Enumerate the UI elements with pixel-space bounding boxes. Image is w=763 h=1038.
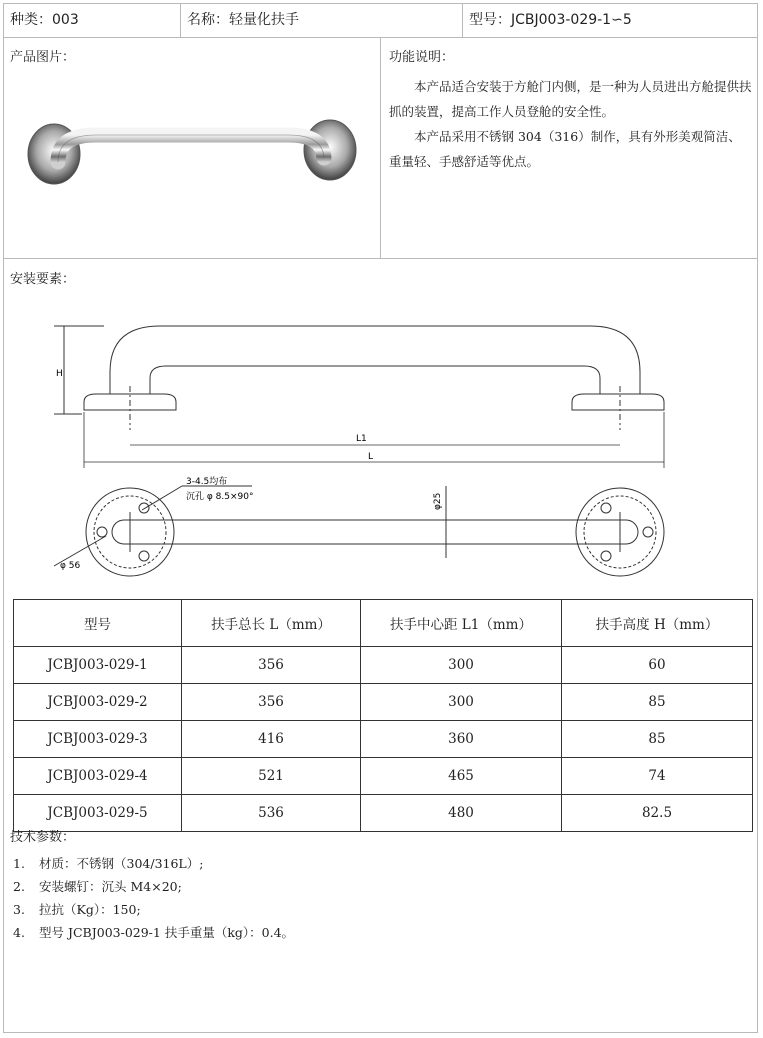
model-cell: 型号：JCBJ003-029-1∽5 <box>469 12 632 28</box>
photo-label: 产品图片： <box>10 50 76 65</box>
list-text: 型号 JCBJ003-029-1 扶手重量（kg）：0.4。 <box>39 925 295 940</box>
cell-center-distance: 465 <box>361 758 562 795</box>
table-row <box>14 758 753 795</box>
top-view <box>54 486 664 576</box>
cell-model: JCBJ003-029-4 <box>14 758 182 795</box>
side-view <box>54 326 664 430</box>
cell-total-length: 356 <box>182 647 361 684</box>
table-row <box>14 721 753 758</box>
cell-center-distance: 360 <box>361 721 562 758</box>
countersink-note: 沉孔 φ 8.5×90° <box>186 492 254 502</box>
list-number: 4. <box>13 925 25 940</box>
list-number: 2. <box>13 879 25 894</box>
l1-dimension-label: L1 <box>356 434 367 444</box>
table-header-row <box>14 600 753 647</box>
cell-model: JCBJ003-029-2 <box>14 684 182 721</box>
installation-drawing <box>34 290 694 590</box>
holes-note: 3-4.5均布 <box>186 477 228 487</box>
cell-height: 85 <box>562 721 753 758</box>
function-description <box>389 74 753 174</box>
install-label: 安装要素： <box>10 272 76 287</box>
table-row <box>14 647 753 684</box>
diameter-56-label: φ 56 <box>60 561 81 571</box>
divider <box>380 38 381 258</box>
cell-model: JCBJ003-029-3 <box>14 721 182 758</box>
cell-total-length: 536 <box>182 795 361 832</box>
cell-model: JCBJ003-029-5 <box>14 795 182 832</box>
l1-dimension <box>84 412 664 468</box>
table-row <box>14 795 753 832</box>
list-item <box>13 875 294 898</box>
product-name-cell: 名称：轻量化扶手 <box>187 12 299 28</box>
cell-height: 60 <box>562 647 753 684</box>
header-row <box>4 4 757 38</box>
header-model: 型号 <box>14 600 182 647</box>
list-text: 安装螺钉：沉头 M4×20; <box>39 879 182 894</box>
cell-center-distance: 300 <box>361 684 562 721</box>
header-center-distance: 扶手中心距 L1（mm） <box>361 600 562 647</box>
cell-total-length: 356 <box>182 684 361 721</box>
list-number: 1. <box>13 856 25 871</box>
cell-center-distance: 480 <box>361 795 562 832</box>
cell-total-length: 416 <box>182 721 361 758</box>
spec-table <box>13 599 753 832</box>
header-height: 扶手高度 H（mm） <box>562 600 753 647</box>
tech-params-label: 技术参数： <box>10 830 76 845</box>
list-item <box>13 921 294 944</box>
cell-center-distance: 300 <box>361 647 562 684</box>
cell-height: 82.5 <box>562 795 753 832</box>
header-total-length: 扶手总长 L（mm） <box>182 600 361 647</box>
function-label: 功能说明： <box>389 50 455 65</box>
h-dimension-label: H <box>56 369 63 379</box>
l-dimension-label: L <box>368 452 374 462</box>
cell-height: 85 <box>562 684 753 721</box>
function-paragraph: 本产品采用不锈钢 304（316）制作，具有外形美观简洁、重量轻、手感舒适等优点。 <box>389 129 741 169</box>
diameter-25-label: φ25 <box>433 492 443 510</box>
category-cell: 种类：003 <box>10 12 79 28</box>
cell-total-length: 521 <box>182 758 361 795</box>
cell-model: JCBJ003-029-1 <box>14 647 182 684</box>
list-number: 3. <box>13 902 25 917</box>
function-paragraph: 本产品适合安装于方舱门内侧，是一种为人员进出方舱提供扶抓的装置，提高工作人员登舱的安全性。 <box>389 79 752 119</box>
list-item <box>13 852 294 875</box>
divider <box>4 258 757 259</box>
spec-sheet <box>3 3 758 1033</box>
product-photo <box>18 102 364 200</box>
list-text: 拉抗（Kg）：150; <box>39 902 141 917</box>
cell-height: 74 <box>562 758 753 795</box>
tech-params-list <box>13 852 294 944</box>
table-row <box>14 684 753 721</box>
list-text: 材质：不锈钢（304/316L）; <box>39 856 204 871</box>
list-item <box>13 898 294 921</box>
